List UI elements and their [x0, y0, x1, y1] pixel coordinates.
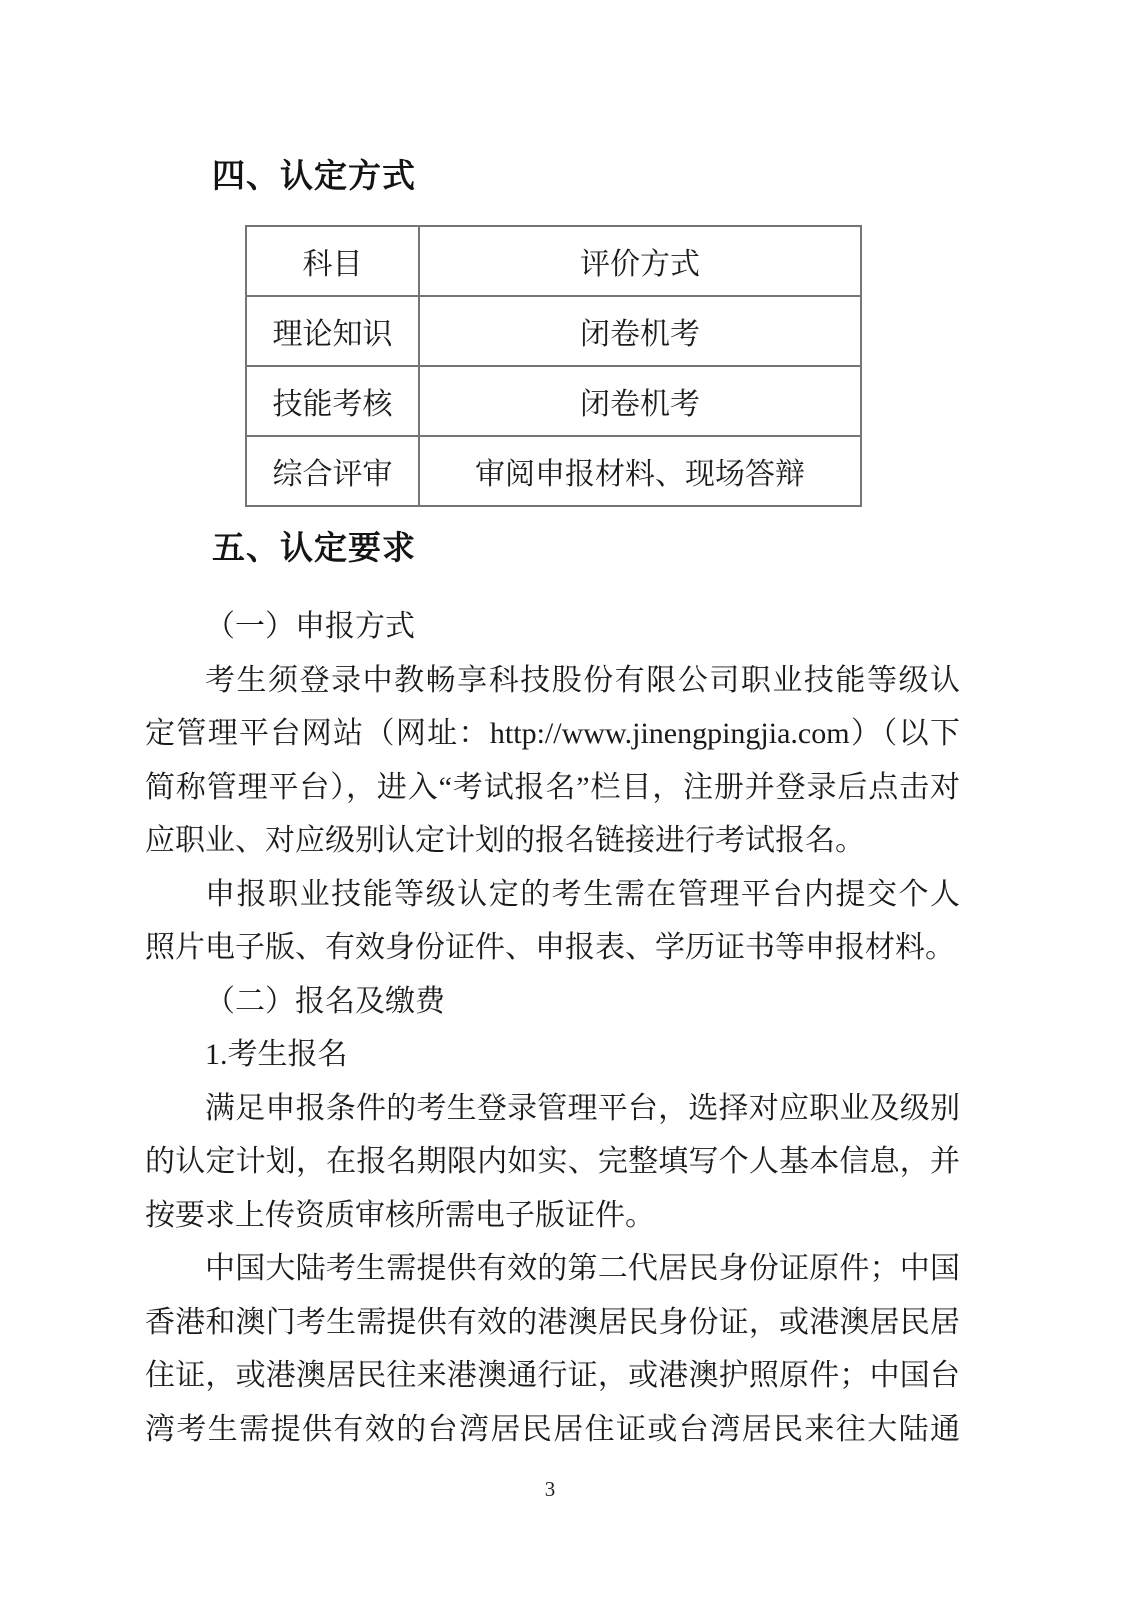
- table-header-evaluation: 评价方式: [419, 226, 861, 296]
- section-heading-requirements: 五、认定要求: [212, 529, 416, 566]
- table-row: [246, 436, 861, 506]
- table-cell-subject: 理论知识: [246, 296, 419, 366]
- text-line: 1.考生报名: [205, 1038, 348, 1071]
- table-cell-evaluation: 闭卷机考: [419, 366, 861, 436]
- table-cell-evaluation: 闭卷机考: [419, 296, 861, 366]
- text-line: 照片电子版、有效身份证件、申报表、学历证书等申报材料。: [145, 931, 955, 964]
- text-line: 申报职业技能等级认定的考生需在管理平台内提交个人: [205, 877, 960, 911]
- table-row: [246, 296, 861, 366]
- text-line: 简称管理平台），进入“考试报名”栏目，注册并登录后点击对: [145, 770, 960, 804]
- table-header-subject: 科目: [246, 226, 419, 296]
- text-line: 住证，或港澳居民往来港澳通行证，或港澳护照原件；中国台: [145, 1359, 960, 1392]
- text-line: 定管理平台网站（网址：http://www.jinengpingjia.com）（以下: [145, 717, 960, 750]
- evaluation-method-table: [245, 225, 862, 507]
- section-heading-method: 四、认定方式: [212, 157, 416, 194]
- text-line: （二）报名及缴费: [205, 984, 445, 1018]
- text-line: 中国大陆考生需提供有效的第二代居民身份证原件；中国: [205, 1252, 960, 1285]
- table-cell-evaluation: 审阅申报材料、现场答辩: [419, 436, 861, 506]
- table-cell-subject: 技能考核: [246, 366, 419, 436]
- body-text: [145, 600, 960, 1456]
- text-line: 湾考生需提供有效的台湾居民居住证或台湾居民来往大陆通: [145, 1412, 960, 1446]
- page-number: 3: [544, 1477, 556, 1501]
- table-header-row: [246, 226, 861, 296]
- text-line: 香港和澳门考生需提供有效的港澳居民身份证，或港澳居民居: [145, 1305, 960, 1339]
- text-line: 满足申报条件的考生登录管理平台，选择对应职业及级别: [205, 1091, 960, 1125]
- text-line: 的认定计划，在报名期限内如实、完整填写个人基本信息，并: [145, 1145, 960, 1178]
- text-line: 按要求上传资质审核所需电子版证件。: [145, 1198, 655, 1232]
- text-line: （一）申报方式: [205, 610, 415, 643]
- table-row: [246, 366, 861, 436]
- text-line: 应职业、对应级别认定计划的报名链接进行考试报名。: [145, 824, 865, 857]
- table-cell-subject: 综合评审: [246, 436, 419, 506]
- text-line: 考生须登录中教畅享科技股份有限公司职业技能等级认: [205, 663, 960, 697]
